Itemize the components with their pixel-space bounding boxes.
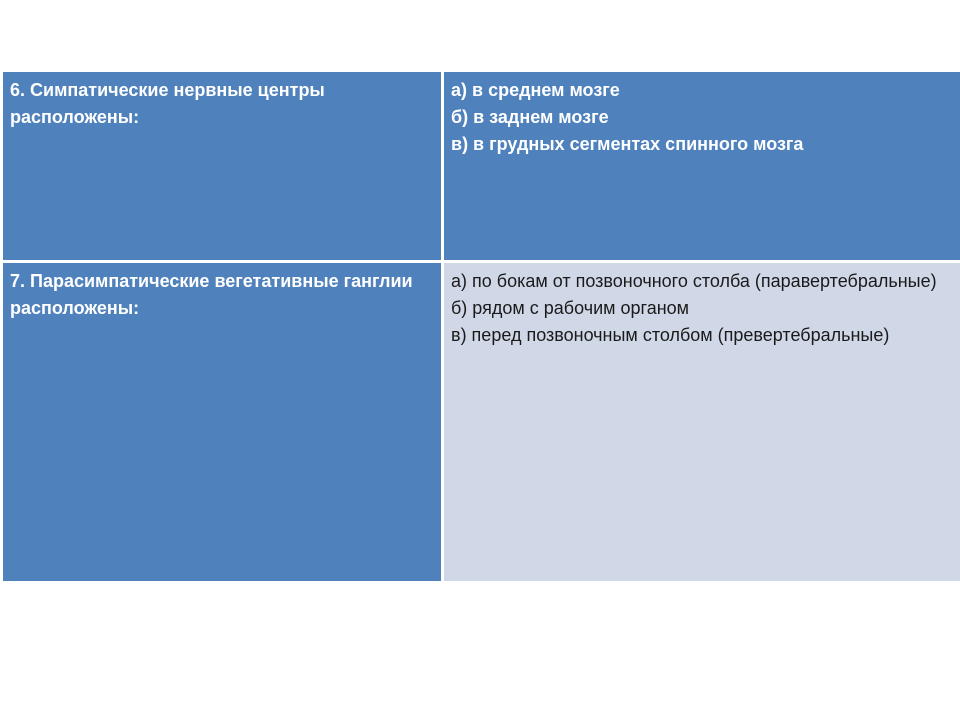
answer-option-b: б) в заднем мозге xyxy=(451,107,609,127)
question-text-6: 6. Симпатические нервные центры расположены: xyxy=(10,80,330,127)
question-text-7: 7. Парасимпатические вегетативные ганглии расположены: xyxy=(10,271,418,318)
answers-cell-7 xyxy=(444,263,960,581)
quiz-table xyxy=(3,72,960,581)
question-cell-7 xyxy=(3,263,441,581)
answers-cell-6 xyxy=(444,72,960,260)
answer-option-a: а) по бокам от позвоночного столба (паравертебральные) xyxy=(451,271,937,291)
answer-option-c: в) перед позвоночным столбом (превертебральные) xyxy=(451,325,890,345)
answer-option-c: в) в грудных сегментах спинного мозга xyxy=(451,134,804,154)
question-cell-6 xyxy=(3,72,441,260)
answer-option-b: б) рядом с рабочим органом xyxy=(451,298,690,318)
answer-option-a: а) в среднем мозге xyxy=(451,80,620,100)
